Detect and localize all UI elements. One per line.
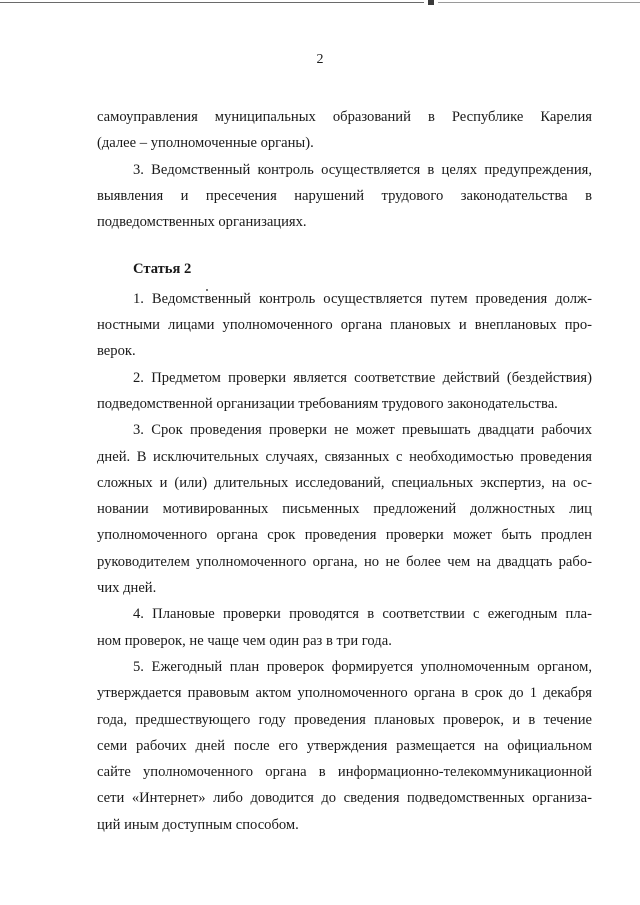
scan-edge-line-right	[438, 2, 640, 3]
text-line: ций иным доступным способом.	[97, 816, 299, 833]
article-item-5	[97, 654, 592, 838]
document-body	[97, 104, 592, 838]
scan-speck	[206, 289, 208, 291]
text-line: сети «Интернет» либо доводится до сведения подведомственных организа-	[97, 790, 592, 807]
text-line: ном проверок, не чаще чем один раз в три года.	[97, 632, 392, 649]
article-item-4	[97, 601, 592, 654]
text-line: семи рабочих дней после его утверждения размещается на официальном	[97, 737, 592, 754]
scan-edge-mark	[428, 0, 434, 5]
text-line: 5. Ежегодный план проверок формируется уполномоченным органом,	[133, 658, 592, 675]
article-item-3	[97, 417, 592, 601]
text-line: новании мотивированных письменных предложений должностных лиц	[97, 501, 592, 518]
text-line: выявления и пресечения нарушений трудового законодательства в	[97, 187, 592, 204]
article-item-2	[97, 365, 592, 418]
text-line: 2. Предметом проверки является соответствие действий (бездействия)	[133, 369, 592, 386]
text-line: верок.	[97, 343, 136, 360]
text-line: 3. Ведомственный контроль осуществляется в целях предупреждения,	[133, 161, 592, 178]
page-number: 2	[316, 52, 324, 67]
text-line: (далее – уполномоченные органы).	[97, 135, 314, 152]
text-line: года, предшествующего году проведения плановых проверок, и в течение	[97, 711, 592, 728]
text-line: дней. В исключительных случаях, связанных с необходимостью проведения	[97, 448, 592, 465]
text-line: руководителем уполномоченного органа, но не более чем на двадцать рабо-	[97, 553, 592, 570]
text-line: сайте уполномоченного органа в информационно-телекоммуникационной	[97, 764, 592, 781]
text-line: подведомственной организации требованиям трудового законодательства.	[97, 395, 558, 412]
continued-paragraph	[97, 104, 592, 157]
article-heading: Статья 2	[133, 261, 192, 278]
text-line: утверждается правовым актом уполномоченного органа в срок до 1 декабря	[97, 685, 592, 702]
text-line: ностными лицами уполномоченного органа плановых и внеплановых про-	[97, 317, 592, 334]
text-line: уполномоченного органа срок проведения проверки может быть продлен	[97, 527, 592, 544]
scan-edge-line	[0, 2, 424, 3]
text-line: сложных и (или) длительных исследований, специальных экспертиз, на ос-	[97, 474, 592, 491]
text-line: 3. Срок проведения проверки не может превышать двадцати рабочих	[133, 422, 592, 439]
article-item-1	[97, 286, 592, 365]
paragraph-item-3-previous-article	[97, 157, 592, 236]
text-line: 1. Ведомственный контроль осуществляется путем проведения долж-	[133, 290, 592, 307]
text-line: самоуправления муниципальных образований в Республике Карелия	[97, 109, 592, 125]
text-line: 4. Плановые проверки проводятся в соответствии с ежегодным пла-	[133, 606, 592, 623]
text-line: чих дней.	[97, 580, 157, 597]
text-line: подведомственных организациях.	[97, 214, 307, 231]
